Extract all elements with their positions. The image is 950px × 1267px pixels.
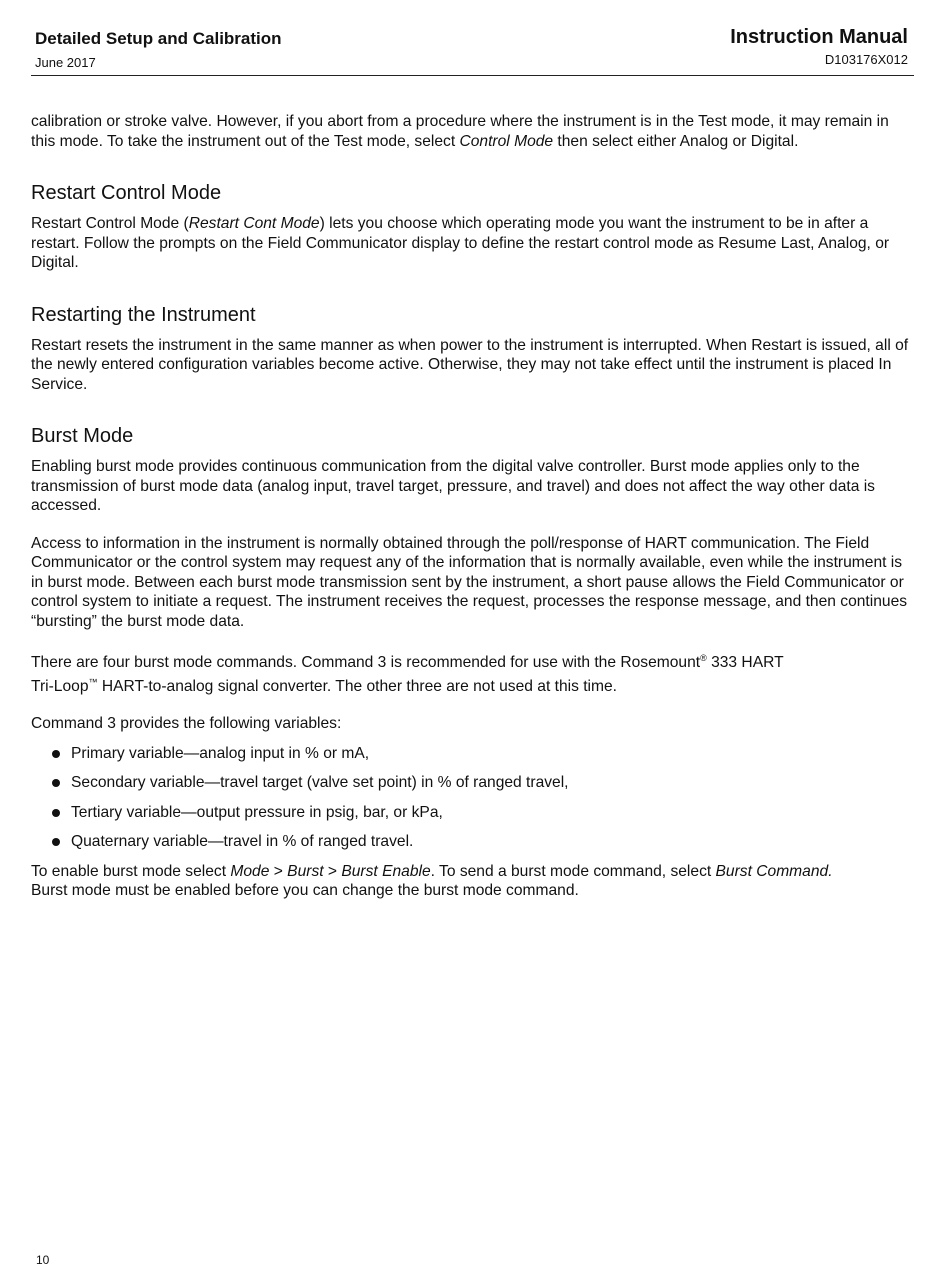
page-content [31, 112, 916, 901]
restarting-paragraph: Restart resets the instrument in the same manner as when power to the instrument is interrupted. When Restart is issued, all of the newly entered configuration variables become active. Otherwise, they may not take effect until the instrument is placed In Service. [31, 336, 909, 393]
burst-enable-text-2: . To send a burst mode command, select [430, 862, 716, 880]
list-item [31, 803, 916, 823]
registered-mark: ® [700, 653, 707, 663]
bullet-icon [52, 809, 60, 817]
list-item [31, 744, 916, 764]
bullet-icon [52, 838, 60, 846]
burst-paragraph-3 [31, 649, 916, 696]
heading-restarting-instrument: Restarting the Instrument [31, 303, 256, 326]
list-item [31, 832, 916, 852]
restart-control-text-end: ) lets you choose which operating mode you want the instrument to be in after a restart. Follow the prompts on the Field Communicator display to define the restart control mode as Resume Last, Analog, or Digital. [31, 215, 890, 271]
bullet-icon [52, 779, 60, 787]
burst-enable-text: To enable burst mode select [31, 862, 231, 880]
menu-burst-enable-term: Burst Enable [341, 862, 431, 880]
list-item-text: Quaternary variable—travel in % of ranged travel. [71, 833, 414, 851]
restart-control-paragraph [31, 214, 916, 273]
burst-commands-text-2: 333 HART [706, 654, 784, 672]
tri-loop-name: Tri-Loop [31, 677, 89, 695]
burst-enable-paragraph [31, 862, 916, 901]
header-divider [31, 75, 914, 76]
restart-cont-mode-term: Restart Cont Mode [188, 215, 320, 232]
page-number: 10 [36, 1253, 50, 1267]
running-section-title: Detailed Setup and Calibration [35, 29, 282, 48]
document-number: D103176X012 [824, 52, 908, 67]
bullet-icon [52, 750, 60, 758]
menu-burst-term: Burst [287, 862, 324, 880]
burst-commands-text-3: HART-to-analog signal converter. The other three are not used at this time. [97, 677, 617, 695]
burst-commands-text: There are four burst mode commands. Command 3 is recommended for use with the Rosemount [31, 654, 701, 672]
control-mode-term: Control Mode [459, 132, 554, 150]
burst-paragraph-2: Access to information in the instrument is normally obtained through the poll/response of HART communication. The Field Communicator or the control system may request any of the information that is normally available, even while the instrument is in burst mode. Between each burst mode transmission sent by the instrument, a short pause allows the Field Communicator or control system to initiate a request. The instrument receives the request, processes the response message, and then continues “bursting” the burst mode data. [31, 534, 908, 630]
restart-control-text: Restart Control Mode ( [31, 215, 189, 232]
burst-paragraph-4: Command 3 provides the following variables: [31, 715, 342, 733]
list-item-text: Tertiary variable—output pressure in psig, bar, or kPa, [71, 803, 443, 821]
list-item [31, 773, 916, 793]
publication-date: June 2017 [35, 55, 96, 70]
heading-burst-mode: Burst Mode [31, 425, 134, 447]
menu-separator: > [323, 862, 342, 880]
heading-restart-control-mode: Restart Control Mode [31, 182, 222, 204]
intro-text: calibration or stroke valve. However, if you abort from a procedure where the instrument is in the Test mode, it may remain in this mode. To take the instrument out of the Test mode, select [31, 113, 889, 150]
menu-separator: > [269, 862, 288, 880]
manual-title: Instruction Manual [730, 26, 908, 48]
trademark-mark: ™ [88, 676, 98, 687]
burst-enable-text-3: Burst mode must be enabled before you can change the burst mode command. [31, 882, 579, 900]
header-left [35, 28, 282, 70]
list-item-text: Primary variable—analog input in % or mA, [71, 744, 370, 762]
burst-paragraph-1: Enabling burst mode provides continuous communication from the digital valve controller. Burst mode applies only to the transmission of burst mode data (analog input, travel target, pressure, and travel) and does not affect the way other data is accessed. [31, 458, 875, 514]
header-right [730, 24, 908, 67]
menu-burst-command-term: Burst Command. [715, 862, 833, 880]
intro-text-end: then select either Analog or Digital. [553, 132, 799, 150]
list-item-text: Secondary variable—travel target (valve set point) in % of ranged travel, [71, 774, 569, 792]
variables-list [31, 744, 916, 852]
menu-mode-term: Mode [230, 862, 270, 880]
intro-paragraph [31, 112, 916, 151]
